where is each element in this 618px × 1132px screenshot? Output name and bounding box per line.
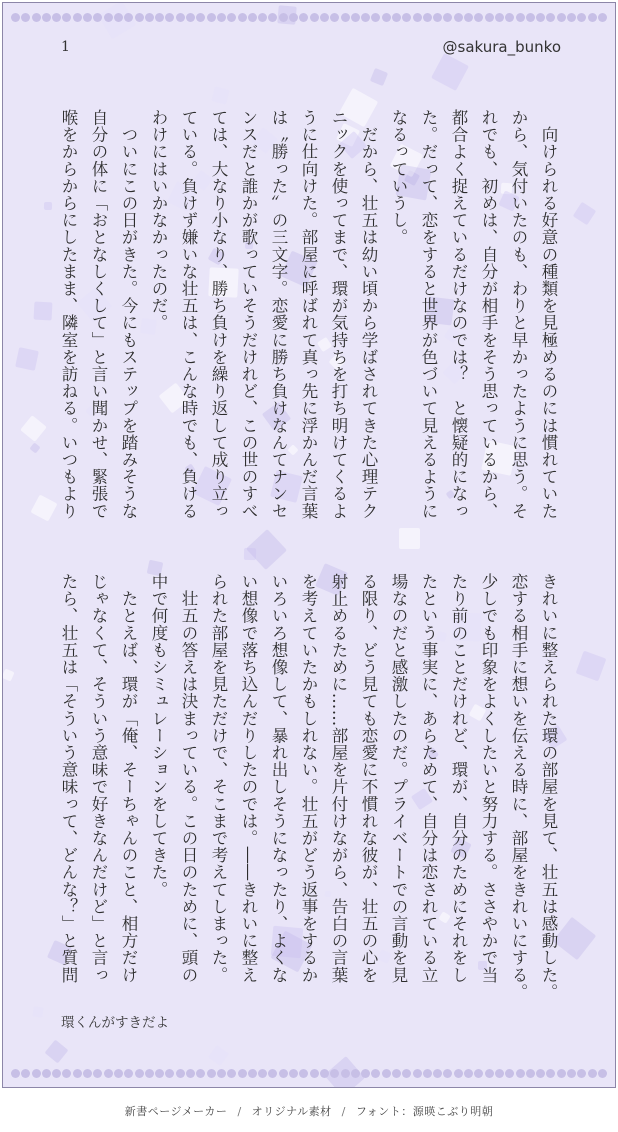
border-dot bbox=[516, 1069, 525, 1078]
border-dot bbox=[32, 1069, 41, 1078]
border-dot bbox=[392, 13, 401, 22]
border-dot bbox=[289, 13, 298, 22]
decor-square bbox=[15, 347, 39, 371]
border-dot bbox=[207, 1069, 216, 1078]
border-dot bbox=[104, 13, 113, 22]
book-page bbox=[2, 2, 616, 1088]
text-line: ついにこの日がきた。今にもステップを踏みそうな bbox=[119, 109, 138, 520]
border-dot bbox=[114, 1069, 123, 1078]
text-line: られた部屋を見ただけで、そこまで考えてしまった。 bbox=[209, 573, 228, 984]
text-line: 都合よく捉えているだけなのでは？ と懐疑的になっ bbox=[449, 109, 468, 520]
text-line: たとえば、環が「俺、そーちゃんのこと、相方だけ bbox=[119, 573, 138, 984]
border-dot bbox=[21, 1069, 30, 1078]
border-dot bbox=[11, 1069, 20, 1078]
author-handle: @sakura_bunko bbox=[442, 38, 561, 56]
text-line: たという事実に、あらためて、自分は恋されている立 bbox=[419, 573, 438, 984]
credit-material: オリジナル素材 bbox=[251, 1105, 332, 1118]
text-line: なるっていうし。 bbox=[389, 109, 408, 246]
border-dot bbox=[186, 1069, 195, 1078]
decor-square bbox=[208, 1045, 229, 1066]
border-dot bbox=[320, 1069, 329, 1078]
border-dot bbox=[567, 1069, 576, 1078]
border-dot bbox=[423, 1069, 432, 1078]
border-dot bbox=[93, 13, 102, 22]
page-number: 1 bbox=[61, 39, 70, 55]
text-line: わけにはいかなかったのだ。 bbox=[149, 109, 168, 332]
border-dot bbox=[361, 13, 370, 22]
border-dot bbox=[536, 13, 545, 22]
text-line: 恋する相手に想いを伝える時に、部屋をきれいにする。 bbox=[509, 573, 528, 1001]
border-dot bbox=[227, 13, 236, 22]
text-line: たり前のことだけれど、環が、自分のためにそれをし bbox=[449, 573, 468, 984]
border-dot bbox=[62, 1069, 71, 1078]
border-dot bbox=[382, 13, 391, 22]
border-dot bbox=[371, 13, 380, 22]
border-dot bbox=[443, 13, 452, 22]
text-line: 向けられる好意の種類を見極めるのには慣れていた bbox=[539, 109, 558, 520]
border-dot bbox=[330, 13, 339, 22]
decor-square bbox=[45, 1040, 69, 1064]
border-dot bbox=[485, 1069, 494, 1078]
border-dot bbox=[361, 1069, 370, 1078]
border-dot bbox=[433, 1069, 442, 1078]
border-dot bbox=[341, 1069, 350, 1078]
border-dot bbox=[454, 13, 463, 22]
border-dot bbox=[73, 1069, 82, 1078]
border-dot bbox=[392, 1069, 401, 1078]
decor-square bbox=[573, 202, 597, 226]
border-dot bbox=[464, 13, 473, 22]
text-line: 中で何度もシミュレーションをしてきた。 bbox=[149, 573, 168, 898]
credit-font: フォント：源暎こぶり明朝 bbox=[355, 1105, 494, 1118]
text-line: 自分の体に「おとなしくして」と言い聞かせ、緊張で bbox=[89, 109, 108, 520]
border-dot bbox=[505, 1069, 514, 1078]
top-dot-border bbox=[11, 11, 607, 23]
border-dot bbox=[279, 1069, 288, 1078]
border-dot bbox=[165, 1069, 174, 1078]
border-dot bbox=[104, 1069, 113, 1078]
border-dot bbox=[145, 1069, 154, 1078]
border-dot bbox=[299, 1069, 308, 1078]
border-dot bbox=[351, 1069, 360, 1078]
border-dot bbox=[423, 13, 432, 22]
decor-square bbox=[431, 53, 469, 91]
decor-square bbox=[20, 415, 47, 442]
border-dot bbox=[268, 13, 277, 22]
border-dot bbox=[248, 13, 257, 22]
border-dot bbox=[124, 1069, 133, 1078]
border-dot bbox=[155, 1069, 164, 1078]
border-dot bbox=[505, 13, 514, 22]
border-dot bbox=[546, 13, 555, 22]
border-dot bbox=[21, 13, 30, 22]
border-dot bbox=[145, 13, 154, 22]
border-dot bbox=[413, 1069, 422, 1078]
border-dot bbox=[402, 13, 411, 22]
text-line: い想像で落ち込んだりしたのでは。――きれいに整え bbox=[239, 573, 258, 984]
text-line: ている。負けず嫌いな壮五は、こんな時でも、負ける bbox=[179, 109, 198, 520]
text-line: から、気付いたのも、わりと早かったように思う。そ bbox=[509, 109, 528, 520]
border-dot bbox=[83, 13, 92, 22]
border-dot bbox=[155, 13, 164, 22]
border-dot bbox=[73, 13, 82, 22]
border-dot bbox=[176, 1069, 185, 1078]
decor-square bbox=[32, 1006, 43, 1017]
text-line: を考えていたかもしれない。壮五がどう返事をするか bbox=[299, 573, 318, 984]
text-line: だから、壮五は幼い頃から学ばされてきた心理テク bbox=[359, 109, 378, 520]
border-dot bbox=[464, 1069, 473, 1078]
decor-square bbox=[211, 86, 229, 104]
credit-tool: 新書ページメーカー bbox=[124, 1105, 228, 1118]
text-column-upper bbox=[53, 109, 563, 534]
border-dot bbox=[588, 13, 597, 22]
border-dot bbox=[526, 1069, 535, 1078]
border-dot bbox=[165, 13, 174, 22]
border-dot bbox=[52, 13, 61, 22]
border-dot bbox=[207, 13, 216, 22]
border-dot bbox=[413, 13, 422, 22]
decor-square bbox=[244, 548, 256, 560]
border-dot bbox=[598, 1069, 607, 1078]
border-dot bbox=[546, 1069, 555, 1078]
border-dot bbox=[495, 1069, 504, 1078]
border-dot bbox=[11, 13, 20, 22]
border-dot bbox=[516, 13, 525, 22]
border-dot bbox=[474, 13, 483, 22]
border-dot bbox=[536, 1069, 545, 1078]
credit-separator: / bbox=[237, 1105, 242, 1118]
text-line: たら、壮五は「そういう意味って、どんな？」と質問 bbox=[59, 573, 78, 984]
text-line: は〝勝った〟の三文字。恋愛に勝ち負けなんてナンセ bbox=[269, 109, 288, 520]
credit-separator: / bbox=[341, 1105, 346, 1118]
text-line: うに仕向けた。部屋に呼ばれて真っ先に浮かんだ言葉 bbox=[299, 109, 318, 520]
border-dot bbox=[351, 13, 360, 22]
border-dot bbox=[258, 1069, 267, 1078]
text-column-lower bbox=[53, 573, 563, 1033]
text-line: ンスだと誰かが歌っていそうだけれど、この世のすべ bbox=[239, 109, 258, 520]
decor-square bbox=[44, 202, 52, 210]
text-line: 射止めるために……部屋を片付けながら、告白の言葉 bbox=[329, 573, 348, 984]
border-dot bbox=[52, 1069, 61, 1078]
border-dot bbox=[114, 13, 123, 22]
border-dot bbox=[577, 13, 586, 22]
border-dot bbox=[238, 13, 247, 22]
border-dot bbox=[176, 13, 185, 22]
border-dot bbox=[474, 1069, 483, 1078]
border-dot bbox=[557, 13, 566, 22]
border-dot bbox=[588, 1069, 597, 1078]
border-dot bbox=[371, 1069, 380, 1078]
border-dot bbox=[42, 1069, 51, 1078]
border-dot bbox=[217, 13, 226, 22]
border-dot bbox=[577, 1069, 586, 1078]
border-dot bbox=[402, 1069, 411, 1078]
text-line: きれいに整えられた環の部屋を見て、壮五は感動した。 bbox=[539, 573, 558, 1001]
decor-square bbox=[370, 68, 388, 86]
border-dot bbox=[32, 13, 41, 22]
border-dot bbox=[382, 1069, 391, 1078]
border-dot bbox=[42, 13, 51, 22]
border-dot bbox=[227, 1069, 236, 1078]
border-dot bbox=[258, 13, 267, 22]
border-dot bbox=[485, 13, 494, 22]
credits-line bbox=[0, 1103, 618, 1119]
text-line: た。だって、恋をすると世界が色づいて見えるように bbox=[419, 109, 438, 520]
border-dot bbox=[248, 1069, 257, 1078]
border-dot bbox=[62, 13, 71, 22]
text-line: る限り、どう見ても恋愛に不慣れな彼が、壮五の心を bbox=[359, 573, 378, 984]
decor-square bbox=[34, 302, 53, 321]
text-line: れでも、初めは、自分が相手をそう思っているから、 bbox=[479, 109, 498, 520]
border-dot bbox=[310, 13, 319, 22]
text-line: ては、大なり小なり、勝ち負けを繰り返して成り立っ bbox=[209, 109, 228, 520]
text-line: ニックを使ってまで、環が気持ちを打ち明けてくるよ bbox=[329, 109, 348, 520]
decor-square bbox=[2, 668, 15, 681]
border-dot bbox=[268, 1069, 277, 1078]
border-dot bbox=[320, 13, 329, 22]
border-dot bbox=[83, 1069, 92, 1078]
text-line: じゃなくて、そういう意味で好きなんだけど」と言っ bbox=[89, 573, 108, 984]
decor-square bbox=[576, 651, 607, 682]
border-dot bbox=[557, 1069, 566, 1078]
border-dot bbox=[598, 13, 607, 22]
text-line: いろいろ想像して、暴れ出しそうになったり、よくな bbox=[269, 573, 288, 984]
bottom-dot-border bbox=[11, 1067, 607, 1079]
border-dot bbox=[299, 13, 308, 22]
border-dot bbox=[135, 13, 144, 22]
text-line: 少しでも印象をよくしたいと努力する。ささやかで当 bbox=[479, 573, 498, 984]
text-line: 壮五の答えは決まっている。この日のために、頭の bbox=[179, 573, 198, 984]
border-dot bbox=[433, 13, 442, 22]
border-dot bbox=[196, 1069, 205, 1078]
border-dot bbox=[495, 13, 504, 22]
border-dot bbox=[341, 13, 350, 22]
border-dot bbox=[196, 13, 205, 22]
border-dot bbox=[289, 1069, 298, 1078]
decor-square bbox=[29, 442, 40, 453]
text-line: 場なのだと感激したのだ。プライベートでの言動を見 bbox=[389, 573, 408, 984]
border-dot bbox=[279, 13, 288, 22]
border-dot bbox=[526, 13, 535, 22]
border-dot bbox=[93, 1069, 102, 1078]
border-dot bbox=[330, 1069, 339, 1078]
border-dot bbox=[186, 13, 195, 22]
border-dot bbox=[135, 1069, 144, 1078]
border-dot bbox=[567, 13, 576, 22]
border-dot bbox=[124, 13, 133, 22]
border-dot bbox=[310, 1069, 319, 1078]
border-dot bbox=[454, 1069, 463, 1078]
border-dot bbox=[217, 1069, 226, 1078]
page-footer-caption: 環くんがすきだよ bbox=[61, 1015, 169, 1031]
text-line: 喉をからからにしたまま、隣室を訪ねる。いつもより bbox=[59, 109, 78, 520]
border-dot bbox=[443, 1069, 452, 1078]
border-dot bbox=[238, 1069, 247, 1078]
